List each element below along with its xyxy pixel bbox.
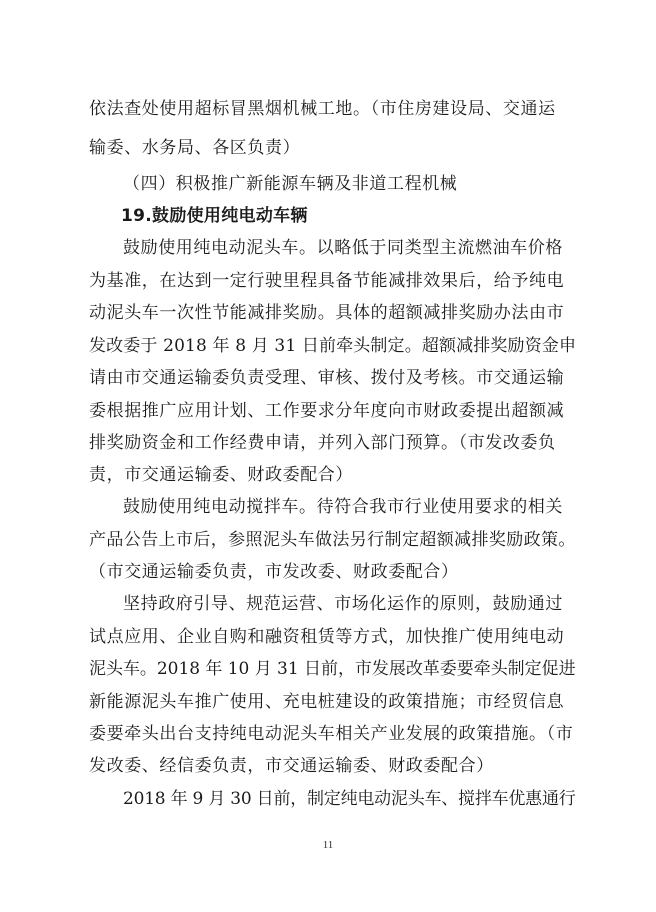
- text-line: 产品公告上市后，参照泥头车做法另行制定超额减排奖励政策。: [89, 530, 576, 550]
- text-line: 依法查处使用超标冒黑烟机械工地。（市住房建设局、交通运: [89, 99, 556, 119]
- text-line: 输委、水务局、各区负责）: [89, 138, 301, 158]
- text-line: （市交通运输委负责，市发改委、财政委配合）: [89, 562, 459, 582]
- text-line: 泥头车。2018 年 10 月 31 日前，市发展改革委要牵头制定促进: [89, 659, 576, 679]
- text-line: 2018 年 9 月 30 日前，制定纯电动泥头车、搅拌车优惠通行: [123, 789, 576, 809]
- text-line: 新能源泥头车推广使用、充电桩建设的政策措施；市经贸信息: [89, 692, 565, 712]
- text-line: 为基准，在达到一定行驶里程具备节能减排效果后，给予纯电: [89, 271, 565, 291]
- text-line: 试点应用、企业自购和融资租赁等方式，加快推广使用纯电动: [89, 627, 565, 647]
- text-line: 坚持政府引导、规范运营、市场化运作的原则，鼓励通过: [123, 594, 563, 614]
- text-line: 委要牵头出台支持纯电动泥头车相关产业发展的政策措施。（市: [89, 724, 574, 744]
- text-line: 发改委于 2018 年 8 月 31 日前牵头制定。超额减排奖励资金申: [89, 336, 577, 356]
- text-line: 动泥头车一次性节能减排奖励。具体的超额减排奖励办法由市: [89, 303, 565, 323]
- text-line: 鼓励使用纯电动搅拌车。待符合我市行业使用要求的相关: [123, 497, 563, 517]
- text-line: 责，市交通运输委、财政委配合）: [89, 465, 353, 485]
- text-line: 鼓励使用纯电动泥头车。以略低于同类型主流燃油车价格: [123, 238, 563, 258]
- page-number: 11: [322, 839, 334, 851]
- section-heading: 19.鼓励使用纯电动车辆: [121, 206, 308, 226]
- text-line: 委根据推广应用计划、工作要求分年度向市财政委提出超额减: [89, 401, 565, 421]
- text-line: 请由市交通运输委负责受理、审核、拨付及考核。市交通运输: [89, 368, 565, 388]
- text-line: 发改委、经信委负责，市交通运输委、财政委配合）: [89, 756, 494, 776]
- subsection-heading: （四）积极推广新能源车辆及非道工程机械: [123, 174, 458, 194]
- text-line: 排奖励资金和工作经费申请，并列入部门预算。（市发改委负: [89, 433, 556, 453]
